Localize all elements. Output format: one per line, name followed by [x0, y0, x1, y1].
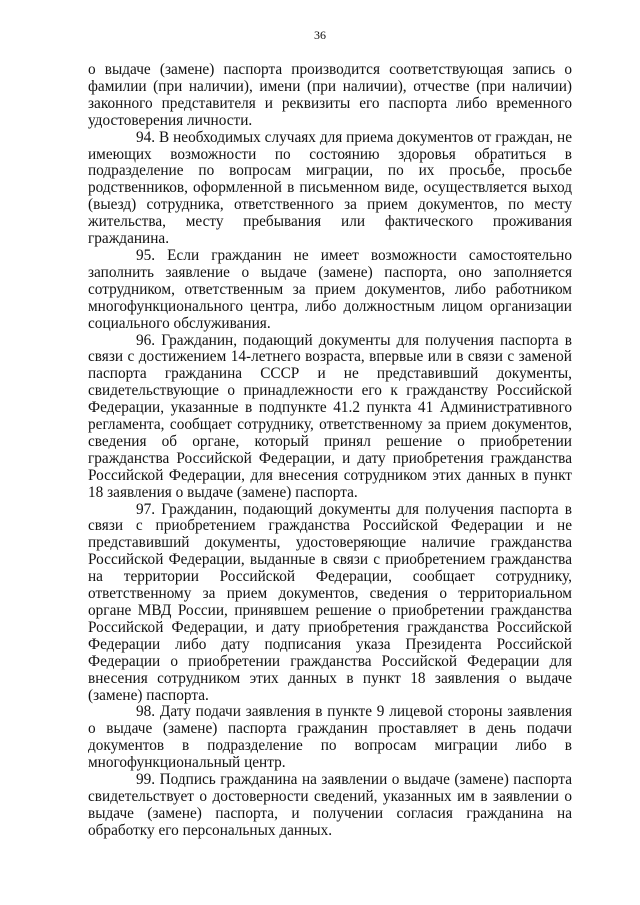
paragraph-97: 97. Гражданин, подающий документы для получения паспорта в связи с приобретением гражданства Российской Федерации и не представивший документы, удостоверяющие наличие гражданства Российской Федерации, выданные в связи с приобретением гражданства на территории Российской Федерации, сообщает сотруднику, ответственному за прием документов, сведения о территориальном органе МВД России, принявшем решение о приобретении гражданства Российской Федерации, и дату приобретения гражданства Российской Федерации либо дату подписания указа Президента Российской Федерации о приобретении гражданства Российской Федерации для внесения сотрудником этих данных в пункт 18 заявления о выдаче (замене) паспорта. [88, 500, 572, 704]
paragraph-98: 98. Дату подачи заявления в пункте 9 лицевой стороны заявления о выдаче (замене) паспорта гражданин проставляет в день подачи документов в подразделение по вопросам миграции либо в многофункциональный центр. [88, 703, 572, 772]
document-body [88, 62, 572, 840]
page-number: 36 [314, 28, 326, 42]
paragraph-99: 99. Подпись гражданина на заявлении о выдаче (замене) паспорта свидетельствует о достоверности сведений, указанных им в заявлении о выдаче (замене) паспорта, и получении согласия гражданина на обработку его персональных данных. [88, 771, 572, 839]
paragraph-94: 94. В необходимых случаях для приема документов от граждан, не имеющих возможности по состоянию здоровья обратиться в подразделение по вопросам миграции, по их просьбе, просьбе родственников, оформленной в письменном виде, осуществляется выход (выезд) сотрудника, ответственного за прием документов, по месту жительства, месту пребывания или фактического проживания гражданина. [88, 128, 572, 248]
paragraph-continuation: о выдаче (замене) паспорта производится соответствующая запись о фамилии (при наличии), имени (при наличии), отчестве (при наличии) законного представителя и реквизиты его паспорта либо временного удостоверения личности. [88, 61, 572, 129]
paragraph-96: 96. Гражданин, подающий документы для получения паспорта в связи с достижением 14-летнего возраста, впервые или в связи с заменой паспорта гражданина СССР и не представивший документы, свидетельствующие о принадлежности его к гражданству Российской Федерации, указанные в подпункте 41.2 пункта 41 Административного регламента, сообщает сотруднику, ответственному за прием документов, сведения об органе, который принял решение о приобретении гражданства Российской Федерации, и дату приобретения гражданства Российской Федерации, для внесения сотрудником этих данных в пункт 18 заявления о выдаче (замене) паспорта. [88, 331, 572, 501]
paragraph-95: 95. Если гражданин не имеет возможности самостоятельно заполнить заявление о выдаче (замене) паспорта, оно заполняется сотрудником, ответственным за прием документов, либо работником многофункционального центра, либо должностным лицом организации социального обслуживания. [88, 246, 572, 332]
